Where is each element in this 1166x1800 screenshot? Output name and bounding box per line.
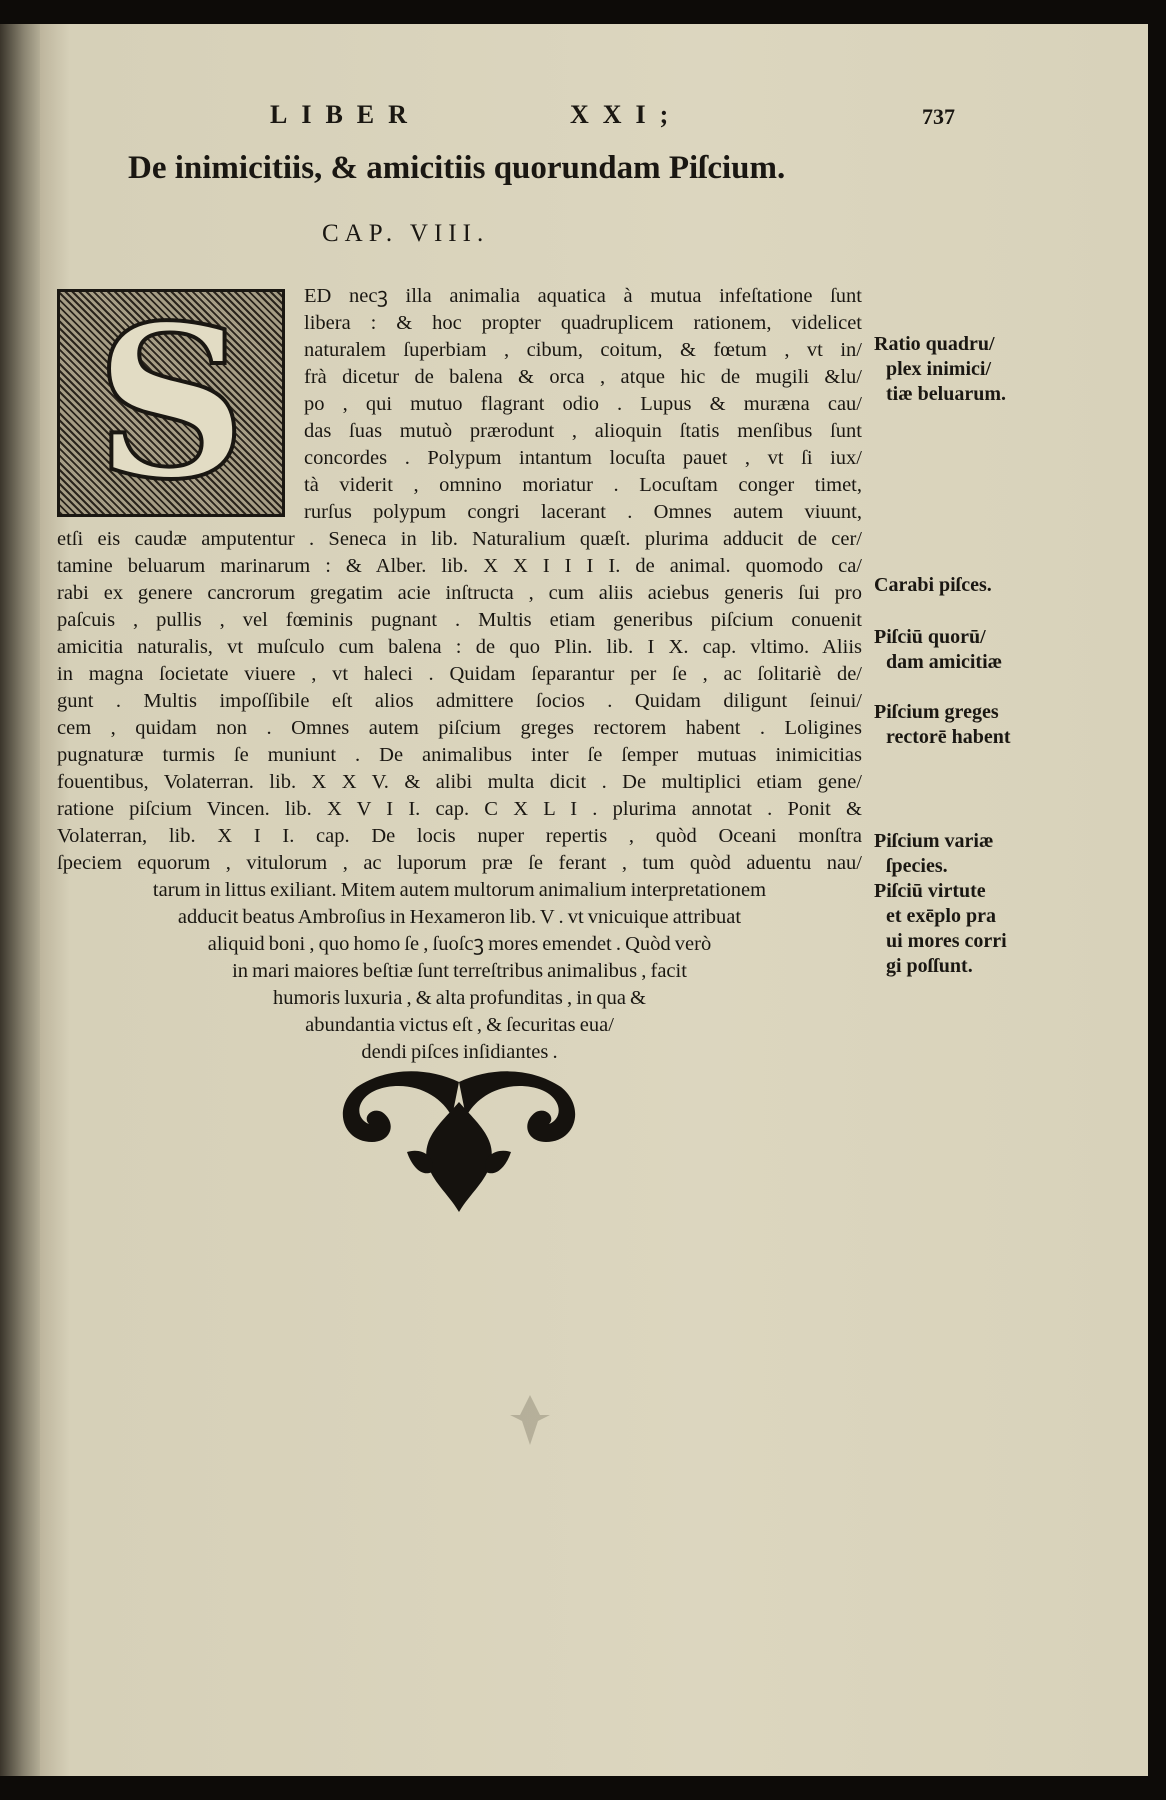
margin-note	[874, 573, 992, 598]
margin-note	[874, 829, 993, 879]
text-line: pugnaturæ turmis ſe muniunt . De animalibus inter ſe ſemper mutuas inimicitias	[57, 744, 862, 766]
margin-note-line: et exēplo pra	[886, 905, 996, 927]
text-line: tarum in littus exiliant. Mitem autem multorum animalium interpretationem	[152, 879, 767, 901]
margin-note-line: Piſciū quorū/	[874, 626, 986, 648]
text-line: rurſus polypum congri lacerant . Omnes autem viuunt,	[304, 501, 862, 523]
printers-ornament	[327, 1062, 591, 1217]
text-line: rabi ex genere cancrorum gregatim acie inſtructa , cum aliis aciebus generis ſui pro	[57, 582, 862, 604]
initial-letter: S	[95, 279, 247, 526]
book-label: LIBER	[270, 100, 421, 129]
text-line: ſpeciem equorum , vitulorum , ac luporum præ ſe ferant , tum quòd aduentu nau/	[57, 852, 862, 874]
margin-note	[874, 332, 1006, 407]
chapter-number: CAP. VIII.	[322, 220, 490, 247]
text-line: ratione piſcium Vincen. lib. X V I I. cap. C X L I . plurima annotat . Ponit &	[57, 798, 862, 820]
margin-note-line: Ratio quadru/	[874, 333, 995, 355]
text-line: tamine beluarum marinarum : & Alber. lib. X X I I I I. de animal. quomodo ca/	[57, 555, 862, 577]
text-line: Volaterran, lib. X I I. cap. De locis nuper repertis , quòd Oceani monſtra	[57, 825, 862, 847]
page-number: 737	[922, 104, 955, 129]
book-number: XXI;	[570, 100, 683, 129]
text-line: humoris luxuria , & alta profunditas , in qua &	[272, 987, 647, 1009]
bleed-through-ornament	[500, 1390, 560, 1450]
text-line: tà viderit , omnino moriatur . Locuſtam conger timet,	[304, 474, 862, 496]
book-binding	[0, 24, 40, 1776]
margin-note-line: plex inimici/	[886, 358, 991, 380]
margin-note-line: ui mores corri	[886, 930, 1007, 952]
text-line: in mari maiores beſtiæ ſunt terreſtribus animalibus , facit	[232, 960, 687, 982]
margin-note	[874, 879, 1007, 979]
margin-note-line: dam amicitiæ	[886, 651, 1003, 673]
text-line: dendi piſces inſidiantes .	[361, 1041, 558, 1063]
text-line: adducit beatus Ambroſius in Hexameron lib. V . vt vnicuique attribuat	[177, 906, 742, 928]
text-line: concordes . Polypum intantum locuſta pauet , vt ſi iux/	[304, 447, 862, 469]
text-line: gunt . Multis impoſſibile eſt alios admittere ſocios . Quidam diligunt ſeinui/	[57, 690, 862, 712]
text-line: paſcuis , pullis , vel fœminis pugnant . Multis etiam generibus piſcium conuenit	[57, 609, 862, 631]
text-line: das ſuas mutuò prærodunt , alioquin ſtatis menſibus ſunt	[304, 420, 862, 442]
margin-note-line: rectorē habent	[886, 726, 1011, 748]
text-line: in magna ſocietate viuere , vt haleci . Quidam ſeparantur per ſe , ac ſolitariè de/	[57, 663, 862, 685]
text-line: abundantia victus eſt , & ſecuritas eua/	[305, 1014, 614, 1036]
text-line: po , qui mutuo flagrant odio . Lupus & muræna cau/	[304, 393, 862, 415]
margin-note-line: Carabi piſces.	[874, 574, 992, 596]
margin-note-line: gi poſſunt.	[886, 955, 973, 977]
margin-note-line: Piſcium variæ	[874, 830, 994, 852]
margin-note-line: Piſciū virtute	[874, 880, 986, 902]
body-text	[57, 279, 862, 1066]
chapter-title: De inimicitiis, & amicitiis quorundam Piſcium.	[128, 150, 786, 186]
text-line: aliquid boni , quo homo ſe , ſuoſcꝫ mores emendet . Quòd verò	[207, 933, 712, 955]
text-line: naturalem ſuperbiam , cibum, coitum, & fœtum , vt in/	[304, 339, 862, 361]
margin-note-line: Piſcium greges	[874, 701, 999, 723]
margin-note-line: tiæ beluarum.	[886, 383, 1006, 405]
text-line: libera : & hoc propter quadruplicem rationem, videlicet	[304, 312, 862, 334]
text-line: cem , quidam non . Omnes autem piſcium greges rectorem habent . Loligines	[57, 717, 862, 739]
text-line: ED necꝫ illa animalia aquatica à mutua infeſtatione ſunt	[304, 285, 862, 307]
text-line: etſi eis caudæ amputentur . Seneca in lib. Naturalium quæſt. plurima adducit de cer/	[57, 528, 862, 550]
margin-note-line: ſpecies.	[886, 855, 948, 877]
text-line: frà dicetur de balena & orca , atque hic de mugili &lu/	[304, 366, 862, 388]
text-line: fouentibus, Volaterran. lib. X X V. & alibi multa dicit . De multiplici etiam gene/	[57, 771, 862, 793]
text-line: amicitia naturalis, vt muſculo cum balena : de quo Plin. lib. I X. cap. vltimo. Aliis	[57, 636, 862, 658]
margin-note	[874, 625, 1002, 675]
margin-note	[874, 700, 1011, 750]
running-header	[270, 100, 682, 130]
